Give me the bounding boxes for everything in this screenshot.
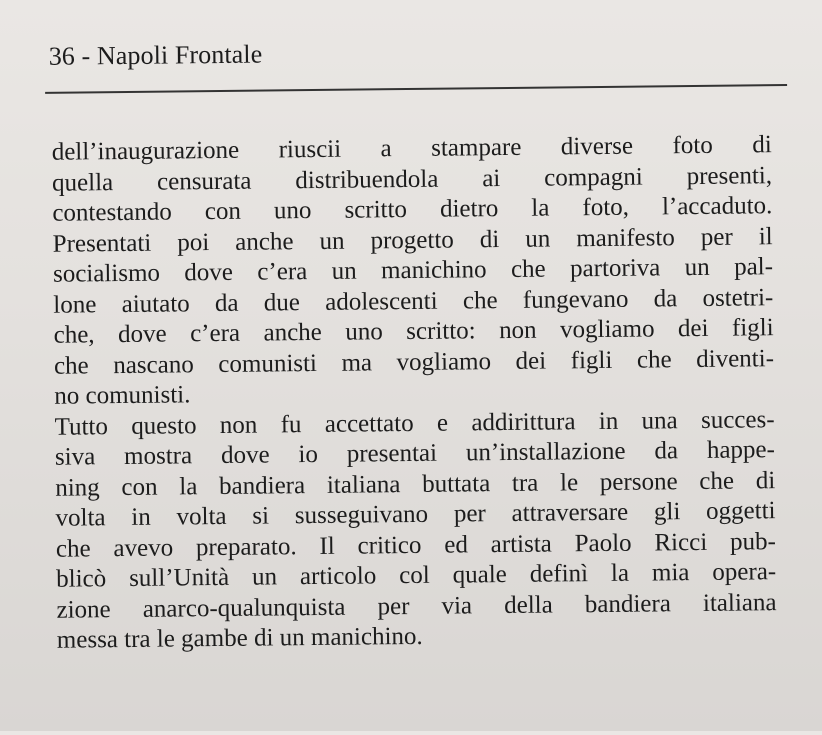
text-line: che avevo preparato. Il critico ed artista Paolo Ricci pub-	[55, 527, 777, 563]
text-line: dell’inaugurazione riuscii a stampare diverse foto di	[51, 131, 772, 166]
text-line: zione anarco-qualunquista per via della bandiera italiana	[56, 588, 777, 624]
text-line: Presentati poi anche un progetto di un manifesto per il	[52, 222, 773, 258]
text-line: che, dove c’era anche uno scritto: non vogliamo dei figli	[53, 314, 774, 349]
text-line: ning con la bandiera italiana buttata tra le persone che di	[55, 466, 776, 502]
text-line: socialismo dove c’era un manichino che partoriva un pal-	[52, 253, 774, 288]
text-line: blicò sull’Unità un articolo col quale definì la mia opera-	[56, 558, 777, 593]
text-line: no comunisti.	[54, 381, 191, 410]
text-line: Tutto questo non fu accettato e addirittura in una succes-	[54, 405, 775, 441]
body-text	[52, 130, 777, 656]
text-line: messa tra le gambe di un manichino.	[56, 622, 423, 654]
text-line: lone aiutato da due adolescenti che fungevano da ostetri-	[53, 283, 774, 319]
header-rule	[45, 84, 787, 94]
text-line: siva mostra dove io presentai un’installazione da happe-	[54, 436, 776, 471]
text-line: contestando con uno scritto dietro la foto, l’accaduto.	[52, 192, 773, 227]
text-line: quella censurata distribuendola ai compagni presenti,	[51, 161, 773, 197]
page-header: 36 - Napoli Frontale	[48, 39, 263, 71]
text-line: volta in volta si susseguivano per attraversare gli oggetti	[55, 497, 776, 532]
text-line: che nascano comunisti ma vogliamo dei figli che diventi-	[53, 344, 775, 380]
